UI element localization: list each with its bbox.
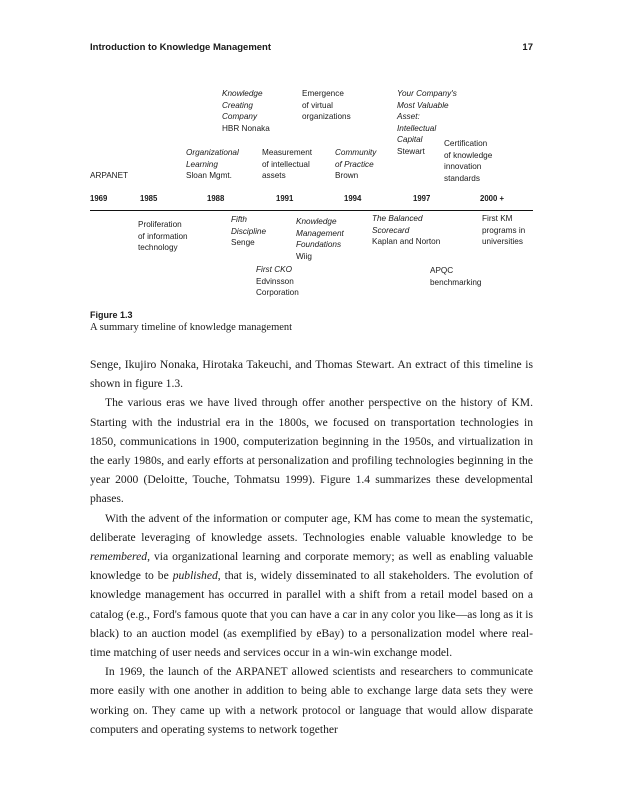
year-1985: 1985 [140, 194, 158, 203]
paragraph-2: The various eras we have lived through offer another perspective on the history of KM. Starting with the industrial era in the 1800s, we focused on transportation technologies in 1850, communications in 1900, computerization beginning in the 1950s, and virtualization in the early 1980s, and early efforts at personalization and profiling technologies beginning in the year 2000 (Deloitte, Touche, Tohmatsu 1999). Figure 1.4 summarizes these developmental phases. [90, 396, 533, 506]
page-number: 17 [522, 42, 533, 53]
label-organizational-learning: Organizational Learning Sloan Mgmt. [186, 148, 239, 181]
emphasis-published: published [172, 569, 218, 583]
year-1969: 1969 [90, 194, 108, 203]
year-1991: 1991 [276, 194, 294, 203]
label-arpanet: ARPANET [90, 171, 129, 180]
label-emergence-virtual-orgs: Emergence of virtual organizations [302, 89, 351, 122]
label-fifth-discipline: Fifth Discipline Senge [231, 215, 267, 248]
label-proliferation: Proliferation of information technology [138, 220, 188, 253]
label-knowledge-creating-company: Knowledge Creating Company HBR Nonaka [222, 89, 270, 133]
year-1997: 1997 [413, 194, 431, 203]
year-1988: 1988 [207, 194, 225, 203]
figure-label: Figure 1.3 [90, 310, 133, 320]
timeline-axis [90, 210, 533, 211]
emphasis-remembered: remembered [90, 550, 148, 564]
label-km-foundations: Knowledge Management Foundations Wiig [296, 217, 344, 261]
running-title: Introduction to Knowledge Management [90, 42, 272, 53]
paragraph-3-part-b: , via organizational learning and corporate memory; as well as enabling valuable knowledge to be [90, 550, 533, 583]
label-intellectual-capital: Your Company's Most Valuable Asset: Intellectual Capital Stewart [397, 89, 457, 156]
paragraph-3-part-a: With the advent of the information or computer age, KM has come to mean the systematic, deliberate leveraging of knowledge assets. Technologies enable valuable knowledge to be [90, 511, 533, 544]
label-balanced-scorecard: The Balanced Scorecard Kaplan and Norton [372, 214, 441, 247]
body-text [90, 355, 533, 739]
label-certification: Certification of knowledge innovation standards [444, 139, 493, 183]
paragraph-3-part-c: , that is, widely disseminated to all stakeholders. The evolution of knowledge management has occurred in parallel with a shift from a retail model based on a catalog (e.g., Ford's famous quote that you can have a car in any color you like—as long as it is black) to an auction model (as exemplified by eBay) to a personalization model where real-time matching of user needs and services occur in a win-win exchange model. [90, 569, 533, 660]
paragraph-4: In 1969, the launch of the ARPANET allowed scientists and researchers to communicate more easily with one another in addition to being able to exchange large data sets they were working on. They came up with a network protocol or language that would allow disparate computers and operating systems to network together [90, 665, 533, 736]
timeline-figure [0, 0, 622, 310]
year-1994: 1994 [344, 194, 362, 203]
label-first-km-programs: First KM programs in universities [482, 214, 526, 247]
label-first-cko: First CKO Edvinsson Corporation [256, 265, 299, 298]
label-community-of-practice: Community of Practice Brown [335, 148, 377, 181]
figure-caption: A summary timeline of knowledge management [90, 322, 293, 333]
paragraph-1: Senge, Ikujiro Nonaka, Hirotaka Takeuchi, and Thomas Stewart. An extract of this timeline is shown in figure 1.3. [90, 358, 533, 391]
label-apqc-benchmarking: APQC benchmarking [430, 266, 482, 287]
label-measurement: Measurement of intellectual assets [262, 148, 313, 181]
year-2000-plus: 2000 + [480, 194, 505, 203]
paragraph-3 [90, 509, 533, 663]
